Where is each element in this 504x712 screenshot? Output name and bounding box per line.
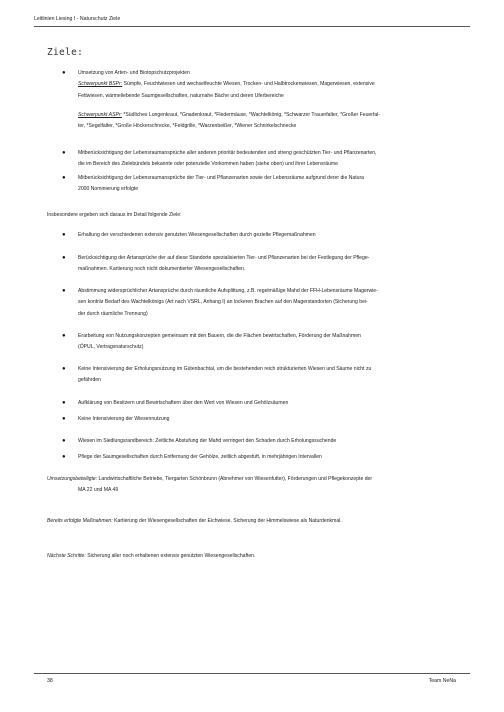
ziel-item-1-aspr: [78, 110, 458, 133]
umsetzung-line-2: MA 22 und MA 49: [78, 487, 119, 494]
detail-item-2-line-1: Berücksichtigung der Artansprüche der auf diese Standorte spezialisierten Tier- und Pflanzenarten bei der Festlegung der Pflege-: [78, 255, 370, 261]
naechste-section: [47, 551, 457, 562]
bereits-label: Bereits erfolgte Maßnahmen:: [47, 518, 113, 524]
detail-item-3-line-2: sen konträr Bedarf des Wachtelkönigs (Art nach VSRL, Anhang I) an lockeren Brachen auf den Magerstandorten (Sicherung bei-: [78, 299, 368, 306]
bereits-text: Kartierung der Wiesengesellschaften der Eichwiese. Sicherung der Himmelswiese als Naturdenkmal.: [112, 518, 342, 524]
header-rule: [34, 26, 470, 27]
schwerpunkt-bspr: [78, 79, 458, 90]
umsetzung-line-1: [47, 474, 457, 485]
bullet-icon: ●: [62, 400, 66, 406]
ziel-item-1: [78, 68, 458, 102]
page-title: Ziele:: [47, 47, 84, 58]
detail-item-2-line-2: maßnahmen. Kartierung noch nicht dokumentierter Wiesengesellschaften.: [78, 266, 246, 273]
footer-rule: [34, 673, 470, 674]
detail-item-9: [78, 452, 458, 463]
detail-item-9-line-1: Pflege der Saumgesellschaften durch Entfernung der Gehölze, zeitlich abgestuft, in mehrjährigen Intervallen: [78, 454, 322, 460]
detail-item-7-line-1: Keine Intensivierung der Wiesennutzung: [78, 416, 170, 422]
detail-item-3-line-1: Abstimmung widersprüchlicher Artansprüche durch räumliche Aufsplittung, z.B. regelmäßige Mahd der FFH-Lebensräume Magerwie-: [78, 288, 378, 294]
schwerpunkt-aspr-text: *Südliches Lungenkraut, *Gnadenkraut, *Fledermäuse, *Wachtelkönig, *Schwarzer Trauerfalter, *Großer Feuerfal-: [121, 112, 381, 118]
detail-item-4-line-1: Erarbeitung von Nutzungskonzepten gemeinsam mit den Bauern, die die Flächen bewirtschaften, Förderung der Maßnahmen: [78, 333, 361, 339]
umsetzung-text: Landwirtschaftliche Betriebe, Tiergarten Schönbrunn (Abnehmer von Wiesenfutter), Förderungen und Pflegekonzepte der: [97, 476, 373, 482]
ziel-lead: Umsetzung von Arten- und Biotopschutzprojekten: [78, 70, 190, 76]
schwerpunkt-bspr-text: Sümpfe, Feuchtwiesen und wechselfeuchte Wiesen, Trocken- und Halbtrockenwiesen, Magerwiesen, extensive: [122, 81, 375, 88]
ziel-item-3: [78, 173, 458, 196]
detail-item-1: [78, 230, 458, 241]
bullet-icon: ●: [62, 175, 66, 181]
bullet-icon: ●: [62, 70, 66, 76]
detail-item-3-line-3: der durch räumliche Trennung): [78, 310, 148, 317]
detail-item-3: [78, 286, 458, 320]
intro-text: Insbesondere ergeben sich daraus im Detail folgende Ziele:: [47, 212, 182, 218]
bullet-icon: ●: [62, 454, 66, 460]
ziel-item-3-line-1: Mitberücksichtigung der Lebensraumansprüche der Tier- und Pflanzenarten sowie der Lebensräume aufgrund derer die Natura: [78, 175, 364, 181]
detail-item-5-line-1: Keine Intensivierung der Erholungsnutzung im Gütenbachtal, um die bestehenden reich strukturierten Wiesen und Säume nicht zu: [78, 366, 372, 372]
umsetzung-label: Umsetzungsbeteiligte:: [47, 476, 98, 482]
ziel-item-2-line-2: die im Bereich des Zielebündels bekannte oder potenzielle Vorkommen haben (siehe oben) und ihrer Lebensräume: [78, 161, 338, 168]
bullet-icon: ●: [62, 232, 66, 238]
detail-item-8: [78, 436, 458, 447]
detail-item-8-line-1: Wiesen im Siedlungsrandbereich: Zeitliche Abstufung der Mahd verringert den Schaden durch Erholungssuchende: [78, 438, 337, 444]
detail-item-4: [78, 331, 458, 354]
detail-item-1-line-1: Erhaltung der verschiedenen extensiv genutzten Wiesengesellschaften durch gezielte Pflegemaßnahmen: [78, 232, 316, 238]
detail-item-4-line-2: (ÖPUL, Vertragsnaturschutz): [78, 344, 144, 351]
bullet-icon: ●: [62, 255, 66, 261]
bullet-icon: ●: [62, 438, 66, 444]
bullet-icon: ●: [62, 416, 66, 422]
bullet-icon: ●: [62, 288, 66, 294]
ziel-item-2-line-1: Mitberücksichtigung der Lebensraumansprüche aller anderen prioritär bedeutenden und streng geschützten Tier- und Pflanzenarten,: [78, 150, 377, 156]
bullet-icon: ●: [62, 150, 66, 156]
ziel-item-3-line-2: 2000 Nominierung erfolgte: [78, 186, 139, 193]
detail-item-5-line-2: gefährden: [78, 377, 101, 384]
detail-item-7: [78, 414, 458, 425]
schwerpunkt-aspr-label: Schwerpunkt ASPr:: [78, 112, 122, 118]
detail-item-6: [78, 398, 458, 409]
bullet-icon: ●: [62, 366, 66, 372]
bereits-section: [47, 516, 457, 527]
page-number: 38: [47, 678, 53, 684]
running-header: Leitlinien Liesing I - Naturschutz Ziele: [34, 16, 121, 22]
schwerpunkt-aspr-cont: ter, *Segelfalter, *Große Höckerschrecke, *Feldgrille, *Warzenbeißer, *Wiener Schnirkelschnecke: [78, 123, 297, 130]
schwerpunkt-bspr-label: Schwerpunkt BSPr:: [78, 81, 123, 88]
naechste-text: Sicherung aller noch erhaltenen extensiv genutzten Wiesengesellschaften.: [85, 553, 256, 559]
naechste-label: Nächste Schritte:: [47, 553, 86, 559]
bullet-icon: ●: [62, 333, 66, 339]
schwerpunkt-aspr: [78, 110, 458, 121]
footer-team: Team NeNa: [428, 678, 456, 684]
detail-item-5: [78, 364, 458, 387]
detail-item-6-line-1: Aufklärung von Besitzern und Bewirtschaftern über den Wert von Wiesen und Gehölzsäumen: [78, 400, 289, 406]
umsetzung-section: [47, 474, 457, 497]
detail-item-2: [78, 253, 458, 276]
ziel-item-2: [78, 148, 458, 171]
schwerpunkt-bspr-cont: Fettwiesen, wärmeliebende Saumgesellschaften, naturnahe Bäche und deren Uferbereiche: [78, 92, 284, 99]
